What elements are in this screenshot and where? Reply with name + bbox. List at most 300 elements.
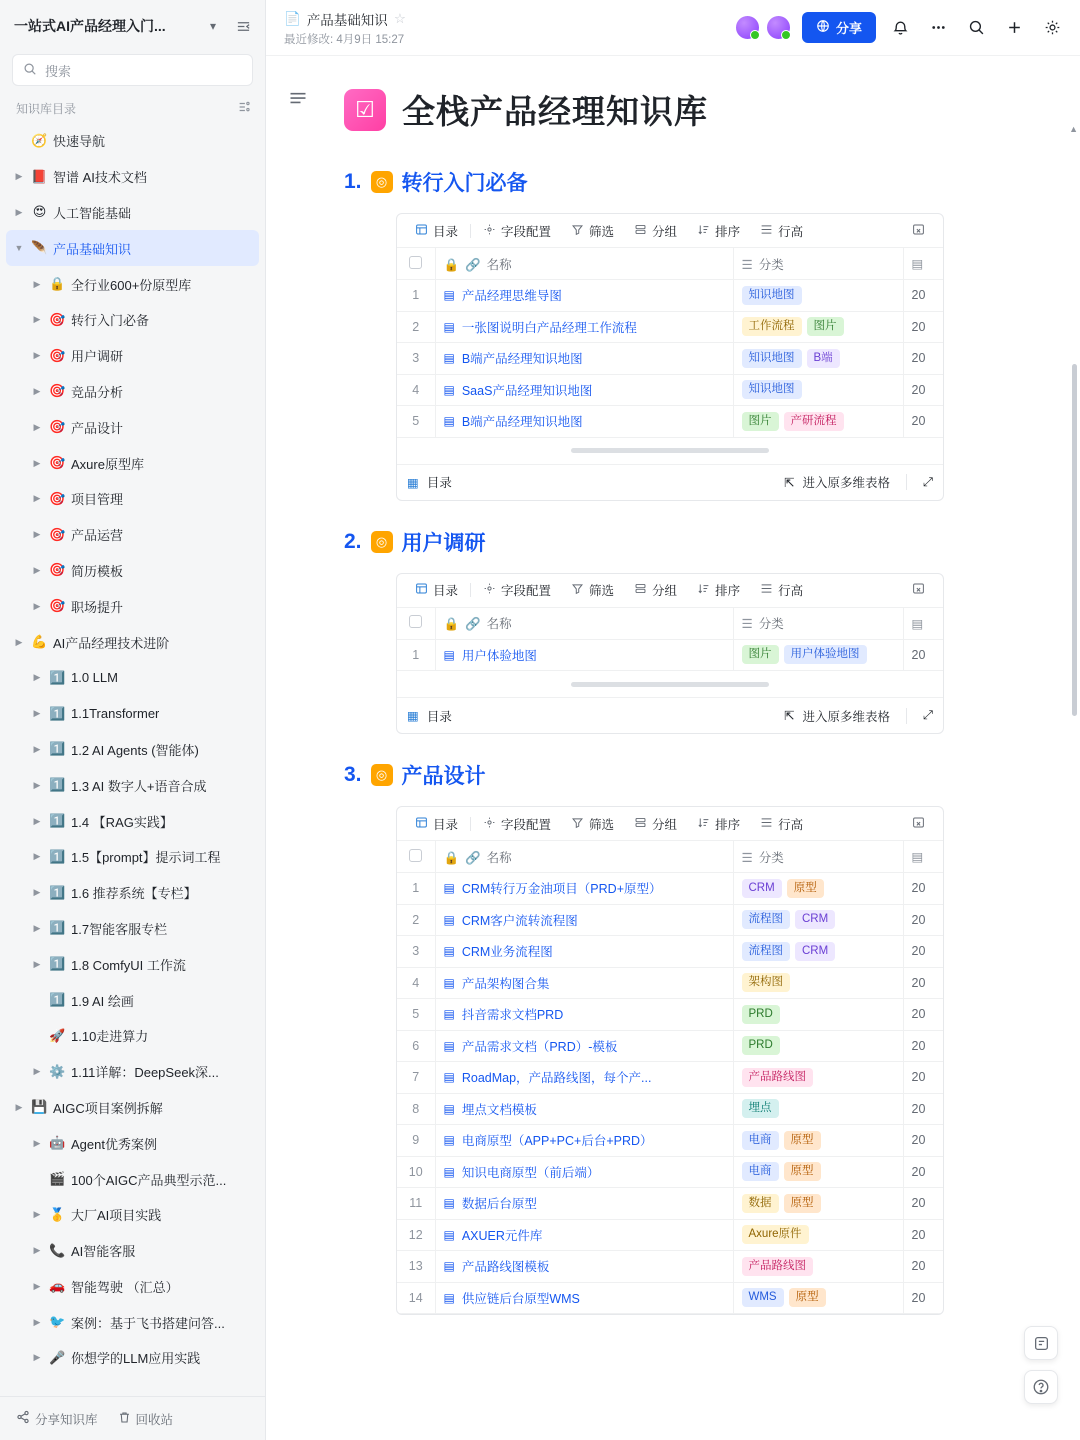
row-name-cell[interactable] xyxy=(435,873,733,905)
row-name-cell[interactable] xyxy=(435,406,733,438)
chevron-right-icon[interactable]: ▶ xyxy=(33,887,41,898)
toolbar-catalog-button[interactable] xyxy=(405,579,468,601)
star-icon[interactable]: ☆ xyxy=(393,10,406,26)
sidebar-item[interactable] xyxy=(6,946,259,982)
column-header-name[interactable]: 🔒 🔗 名称 xyxy=(435,248,733,280)
row-category-cell[interactable] xyxy=(733,343,903,375)
scroll-up-arrow-icon[interactable]: ▲ xyxy=(1069,124,1078,134)
table-row[interactable] xyxy=(397,1188,943,1220)
row-index: 1 xyxy=(397,280,435,312)
table-row[interactable] xyxy=(397,374,943,406)
chevron-right-icon[interactable]: ▶ xyxy=(33,1137,41,1148)
table-row[interactable] xyxy=(397,1251,943,1283)
avatar[interactable] xyxy=(734,14,761,41)
toolbar-filter-label: 筛选 xyxy=(589,584,615,598)
select-all-checkbox[interactable] xyxy=(397,608,435,640)
sidebar-item[interactable] xyxy=(6,1161,259,1197)
item-emoji-icon: 💪 xyxy=(31,634,48,650)
trash-button[interactable] xyxy=(118,1410,174,1428)
toolbar-fields-button[interactable] xyxy=(473,579,561,601)
row-category-cell[interactable] xyxy=(733,1219,903,1251)
table-footer-catalog-label[interactable]: 目录 xyxy=(426,709,452,724)
row-name-cell[interactable] xyxy=(435,1062,733,1094)
sidebar-item-label: 1.1Transformer xyxy=(71,706,160,722)
chevron-right-icon[interactable] xyxy=(30,993,44,1007)
sidebar-item-label: AIGC项目案例拆解 xyxy=(53,1100,163,1116)
chevron-down-icon[interactable]: ▼ xyxy=(14,243,24,254)
chevron-right-icon[interactable]: ▶ xyxy=(33,922,41,933)
sidebar-item[interactable] xyxy=(6,1304,259,1340)
sidebar-item[interactable] xyxy=(6,230,259,266)
sidebar-item[interactable] xyxy=(6,839,259,875)
row-name-cell[interactable] xyxy=(435,1156,733,1188)
sidebar-item-label: 1.9 AI 绘画 xyxy=(71,993,134,1009)
checkbox-emoji-icon: ☑ xyxy=(344,89,386,131)
chevron-right-icon[interactable]: ▶ xyxy=(33,1280,41,1291)
doc-section xyxy=(344,527,1034,735)
row-category-cell[interactable] xyxy=(733,1030,903,1062)
bell-icon[interactable] xyxy=(886,14,914,42)
section-heading xyxy=(344,760,1034,790)
chevron-right-icon[interactable] xyxy=(30,1029,44,1043)
row-category-cell[interactable] xyxy=(733,280,903,312)
item-emoji-icon: 🔒 xyxy=(49,276,66,292)
row-name-cell[interactable] xyxy=(435,1251,733,1283)
row-name-cell[interactable] xyxy=(435,1188,733,1220)
page-title: 产品基础知识 xyxy=(306,12,388,28)
sidebar-item[interactable] xyxy=(6,159,259,195)
chevron-right-icon[interactable]: ▶ xyxy=(33,529,41,540)
toolbar-group-button[interactable] xyxy=(624,813,687,835)
section-title: 用户调研 xyxy=(401,531,486,555)
chevron-right-icon[interactable]: ▶ xyxy=(33,708,41,719)
sidebar-item[interactable] xyxy=(6,481,259,517)
row-category-cell[interactable] xyxy=(733,873,903,905)
document-icon: ▤ xyxy=(443,975,455,990)
sidebar-item[interactable] xyxy=(6,445,259,481)
item-emoji-icon: 1️⃣ xyxy=(49,669,66,685)
toolbar-group-button[interactable] xyxy=(624,579,687,601)
sidebar-item[interactable] xyxy=(6,266,259,302)
row-category-cell[interactable] xyxy=(733,1188,903,1220)
column-header-category[interactable]: ☰ 分类 xyxy=(733,248,903,280)
row-name-cell[interactable] xyxy=(435,1219,733,1251)
document-icon: ▤ xyxy=(443,319,455,334)
row-category-cell[interactable] xyxy=(733,1251,903,1283)
chevron-right-icon[interactable]: ▶ xyxy=(33,493,41,504)
category-tag: PRD xyxy=(742,1005,780,1024)
sidebar-item[interactable] xyxy=(6,767,259,803)
chevron-right-icon[interactable]: ▶ xyxy=(33,1245,41,1256)
sidebar-item[interactable] xyxy=(6,1090,259,1126)
toolbar-sort-label: 排序 xyxy=(715,817,741,832)
chevron-right-icon[interactable]: ▶ xyxy=(33,421,41,432)
sidebar-item[interactable] xyxy=(6,517,259,553)
document-icon: ▤ xyxy=(443,1290,455,1305)
vertical-scrollbar[interactable] xyxy=(1070,118,1078,1434)
sidebar-item-label: 1.0 LLM xyxy=(71,670,118,686)
toolbar-fields-button[interactable] xyxy=(473,220,561,242)
category-tag: 电商 xyxy=(742,1131,779,1150)
row-name-label: 数据后台原型 xyxy=(461,1197,537,1212)
share-knowledge-base-button[interactable] xyxy=(16,1410,98,1428)
row-name-label: 一张图说明白产品经理工作流程 xyxy=(461,320,637,335)
row-index: 2 xyxy=(397,904,435,936)
sidebar-item-label: 智能驾驶 （汇总） xyxy=(71,1279,179,1295)
row-category-cell[interactable] xyxy=(733,1156,903,1188)
sidebar-item-label: 100个AIGC产品典型示范... xyxy=(71,1172,227,1188)
sidebar-item[interactable] xyxy=(6,1197,259,1233)
toolbar-filter-label: 筛选 xyxy=(589,817,615,832)
column-header-category[interactable]: ☰ 分类 xyxy=(733,841,903,873)
more-horizontal-icon[interactable] xyxy=(924,14,952,42)
chevron-right-icon[interactable]: ▶ xyxy=(33,1066,41,1077)
document-icon: 📄 xyxy=(284,10,301,26)
toolbar-group-label: 分组 xyxy=(652,584,678,598)
table-icon xyxy=(415,582,428,598)
sidebar-item[interactable] xyxy=(6,1340,259,1376)
sidebar-item[interactable] xyxy=(6,338,259,374)
row-name-cell[interactable] xyxy=(435,1125,733,1157)
sidebar-item[interactable] xyxy=(6,803,259,839)
field-config-icon xyxy=(483,816,496,832)
toolbar-filter-label: 筛选 xyxy=(589,224,615,239)
table-row[interactable] xyxy=(397,1282,943,1314)
column-header-category[interactable]: ☰ 分类 xyxy=(733,608,903,640)
row-date-cell: 20 xyxy=(903,639,943,671)
table-row[interactable] xyxy=(397,936,943,968)
document-icon: ▤ xyxy=(443,1007,455,1022)
chevron-right-icon[interactable]: ▶ xyxy=(33,851,41,862)
row-name-cell[interactable] xyxy=(435,280,733,312)
row-date-cell: 20 xyxy=(903,1062,943,1094)
column-header-name[interactable]: 🔒 🔗 名称 xyxy=(435,841,733,873)
scrollbar-thumb[interactable] xyxy=(1072,364,1077,716)
toolbar-filter-button[interactable] xyxy=(561,579,624,601)
toolbar-fields-label: 字段配置 xyxy=(501,224,552,239)
row-index: 5 xyxy=(397,406,435,438)
share-button-label: 分享 xyxy=(835,21,862,36)
toolbar-rowheight-button[interactable] xyxy=(750,813,813,835)
toolbar-catalog-button[interactable] xyxy=(405,813,468,835)
chevron-right-icon[interactable]: ▶ xyxy=(33,278,41,289)
sidebar-item-label: 你想学的LLM应用实践 xyxy=(71,1351,201,1367)
column-header-name[interactable]: 🔒 🔗 名称 xyxy=(435,608,733,640)
sidebar-item[interactable] xyxy=(6,660,259,696)
sidebar-item[interactable] xyxy=(6,195,259,231)
row-category-cell[interactable] xyxy=(733,639,903,671)
sidebar-item[interactable] xyxy=(6,1233,259,1269)
toolbar-filter-button[interactable] xyxy=(561,220,624,242)
row-date-cell: 20 xyxy=(903,936,943,968)
toolbar-catalog-label: 目录 xyxy=(433,584,459,598)
sidebar-item[interactable] xyxy=(6,875,259,911)
document-body xyxy=(344,56,1034,1315)
sidebar-item[interactable] xyxy=(6,553,259,589)
select-all-checkbox[interactable] xyxy=(397,841,435,873)
sidebar-item[interactable] xyxy=(6,302,259,338)
field-config-icon xyxy=(483,223,496,239)
search-input[interactable] xyxy=(12,54,253,86)
sidebar-item[interactable] xyxy=(6,123,259,159)
column-header-date[interactable]: ▤ xyxy=(903,248,943,280)
sidebar xyxy=(0,0,266,1440)
sidebar-item-label: 1.3 AI 数字人+语音合成 xyxy=(71,778,207,794)
sidebar-item[interactable] xyxy=(6,409,259,445)
chevron-right-icon[interactable]: ▶ xyxy=(33,958,41,969)
collapse-sidebar-icon[interactable] xyxy=(231,14,255,38)
table-row[interactable] xyxy=(397,280,943,312)
table-row[interactable] xyxy=(397,1219,943,1251)
table-row[interactable] xyxy=(397,999,943,1031)
table-row[interactable] xyxy=(397,1030,943,1062)
table-search-button[interactable] xyxy=(902,579,935,601)
row-name-cell[interactable] xyxy=(435,999,733,1031)
trash-icon xyxy=(118,1411,131,1427)
chevron-right-icon[interactable]: ▶ xyxy=(33,350,41,361)
chevron-right-icon[interactable]: ▶ xyxy=(15,1101,23,1112)
avatar[interactable] xyxy=(765,14,792,41)
table-horizontal-scrollbar[interactable] xyxy=(397,671,943,697)
chevron-right-icon[interactable]: ▶ xyxy=(15,206,23,217)
toolbar-sort-button[interactable] xyxy=(687,813,750,835)
item-emoji-icon: 😍 xyxy=(32,204,47,220)
row-date-cell: 20 xyxy=(903,967,943,999)
row-category-cell[interactable] xyxy=(733,311,903,343)
chevron-right-icon[interactable]: ▶ xyxy=(33,672,41,683)
category-tag: 原型 xyxy=(784,1131,821,1150)
sidebar-item[interactable] xyxy=(6,1054,259,1090)
row-height-icon xyxy=(760,582,773,598)
table-search-button[interactable] xyxy=(902,813,935,835)
toolbar-catalog-button[interactable] xyxy=(405,220,468,242)
row-category-cell[interactable] xyxy=(733,936,903,968)
chevron-right-icon[interactable]: ▶ xyxy=(15,636,23,647)
toolbar-rowheight-button[interactable] xyxy=(750,579,813,601)
row-name-cell[interactable] xyxy=(435,967,733,999)
note-icon[interactable] xyxy=(1024,1326,1058,1360)
toolbar-fields-button[interactable] xyxy=(473,813,561,835)
table-row[interactable] xyxy=(397,1125,943,1157)
chevron-right-icon[interactable]: ▶ xyxy=(33,1352,41,1363)
table-row[interactable] xyxy=(397,1093,943,1125)
chevron-right-icon[interactable]: ▶ xyxy=(33,1209,41,1220)
table-row[interactable] xyxy=(397,406,943,438)
doc-title-block xyxy=(284,9,724,47)
row-category-cell[interactable] xyxy=(733,1125,903,1157)
table-row[interactable] xyxy=(397,343,943,375)
filter-icon xyxy=(571,223,584,239)
row-category-cell[interactable] xyxy=(733,1062,903,1094)
enter-base-label[interactable]: 进入原多维表格 xyxy=(802,476,890,490)
table-footer-catalog-label[interactable]: 目录 xyxy=(426,476,452,490)
data-table xyxy=(397,608,944,672)
category-tag: 流程图 xyxy=(742,910,791,929)
sidebar-item[interactable] xyxy=(6,1018,259,1054)
workspace-title[interactable]: 一站式AI产品经理入门... xyxy=(14,18,166,34)
toolbar-sort-label: 排序 xyxy=(715,584,741,598)
table-row[interactable] xyxy=(397,1062,943,1094)
row-name-label: CRM业务流程图 xyxy=(461,945,553,960)
row-date-cell: 20 xyxy=(903,999,943,1031)
row-name-label: 供应链后台原型WMS xyxy=(461,1291,580,1306)
collaborator-avatars xyxy=(734,14,792,41)
row-name-cell[interactable] xyxy=(435,1030,733,1062)
item-emoji-icon: 1️⃣ xyxy=(49,777,66,793)
chevron-right-icon[interactable] xyxy=(30,1172,44,1186)
table-horizontal-scrollbar[interactable] xyxy=(397,438,943,464)
row-index: 8 xyxy=(397,1093,435,1125)
sidebar-item-label: 人工智能基础 xyxy=(53,205,132,221)
item-emoji-icon: 🎯 xyxy=(49,526,66,542)
table-row[interactable] xyxy=(397,311,943,343)
document-icon: ▤ xyxy=(443,1196,455,1211)
category-tag: B端 xyxy=(807,349,840,368)
outline-icon[interactable] xyxy=(288,88,308,111)
globe-icon xyxy=(816,19,830,36)
row-category-cell[interactable] xyxy=(733,1282,903,1314)
table-icon xyxy=(415,223,428,239)
table-search-button[interactable] xyxy=(902,220,935,242)
item-emoji-icon: 1️⃣ xyxy=(49,884,66,900)
toolbar-filter-button[interactable] xyxy=(561,813,624,835)
plus-icon[interactable] xyxy=(1000,14,1028,42)
category-tag: 图片 xyxy=(742,645,779,664)
sidebar-item[interactable] xyxy=(6,624,259,660)
chevron-right-icon[interactable]: ▶ xyxy=(33,564,41,575)
share-icon xyxy=(16,1410,30,1427)
row-name-cell[interactable] xyxy=(435,1282,733,1314)
row-name-cell[interactable] xyxy=(435,936,733,968)
row-category-cell[interactable] xyxy=(733,904,903,936)
chevron-right-icon[interactable]: ▶ xyxy=(33,815,41,826)
sidebar-item[interactable] xyxy=(6,588,259,624)
sidebar-header xyxy=(0,0,265,52)
row-category-cell[interactable] xyxy=(733,967,903,999)
toolbar-sort-label: 排序 xyxy=(715,224,741,239)
share-button[interactable] xyxy=(802,12,876,43)
toolbar-rowheight-button[interactable] xyxy=(750,220,813,242)
row-index: 5 xyxy=(397,999,435,1031)
row-name-cell[interactable] xyxy=(435,1093,733,1125)
table-search-icon xyxy=(912,582,925,598)
filter-icon xyxy=(571,816,584,832)
breadcrumb[interactable] xyxy=(284,9,724,29)
table-row[interactable] xyxy=(397,873,943,905)
chevron-right-icon[interactable]: ▶ xyxy=(33,314,41,325)
chevron-right-icon[interactable]: ▶ xyxy=(33,1316,41,1327)
table-toolbar xyxy=(397,807,943,841)
table-row[interactable] xyxy=(397,967,943,999)
table-row[interactable] xyxy=(397,904,943,936)
row-name-cell[interactable] xyxy=(435,311,733,343)
embedded-table xyxy=(396,213,944,501)
chevron-right-icon[interactable]: ▶ xyxy=(33,779,41,790)
chevron-right-icon[interactable]: ▶ xyxy=(33,457,41,468)
select-all-checkbox[interactable] xyxy=(397,248,435,280)
category-tag: 产研流程 xyxy=(784,412,844,431)
row-name-cell[interactable] xyxy=(435,904,733,936)
sidebar-item[interactable] xyxy=(6,732,259,768)
row-category-cell[interactable] xyxy=(733,374,903,406)
chevron-right-icon[interactable]: ▶ xyxy=(15,171,23,182)
category-tag: 知识地图 xyxy=(742,380,802,399)
row-category-cell[interactable] xyxy=(733,406,903,438)
knowledge-dir-label: 知识库目录 xyxy=(16,102,77,116)
column-header-date[interactable]: ▤ xyxy=(903,608,943,640)
toolbar-group-label: 分组 xyxy=(652,224,678,239)
data-table xyxy=(397,248,944,438)
sidebar-item[interactable] xyxy=(6,1125,259,1161)
document-icon: ▤ xyxy=(443,1259,455,1274)
row-category-cell[interactable] xyxy=(733,1093,903,1125)
sidebar-item[interactable] xyxy=(6,1269,259,1305)
category-tag: 图片 xyxy=(807,317,844,336)
category-tag: 流程图 xyxy=(742,942,791,961)
row-name-cell[interactable] xyxy=(435,639,733,671)
item-emoji-icon: 💾 xyxy=(31,1099,48,1115)
sidebar-item-label: 1.8 ComfyUI 工作流 xyxy=(71,957,186,973)
column-header-category-label: 分类 xyxy=(758,257,784,272)
table-row[interactable] xyxy=(397,639,943,671)
item-emoji-icon: 🎬 xyxy=(49,1171,66,1186)
sidebar-item[interactable] xyxy=(6,911,259,947)
sidebar-item[interactable] xyxy=(6,982,259,1018)
enter-base-label[interactable]: 进入原多维表格 xyxy=(802,709,890,724)
chevron-right-icon[interactable]: ▶ xyxy=(33,600,41,611)
search-icon[interactable] xyxy=(962,14,990,42)
sidebar-item[interactable] xyxy=(6,374,259,410)
row-name-cell[interactable] xyxy=(435,374,733,406)
table-footer xyxy=(397,464,943,500)
column-header-date[interactable]: ▤ xyxy=(903,841,943,873)
chevron-right-icon[interactable]: ▶ xyxy=(33,743,41,754)
toolbar-group-button[interactable] xyxy=(624,220,687,242)
chevron-right-icon[interactable]: ▶ xyxy=(33,385,41,396)
sidebar-item-label: 简历模板 xyxy=(71,563,124,579)
sidebar-item-label: 全行业600+份原型库 xyxy=(71,277,192,293)
doc-heading-row xyxy=(344,86,1034,133)
toolbar-sort-button[interactable] xyxy=(687,220,750,242)
item-emoji-icon: 🥇 xyxy=(49,1206,66,1222)
chevron-down-icon[interactable]: ▾ xyxy=(209,19,217,33)
gear-icon[interactable] xyxy=(1038,14,1066,42)
item-emoji-icon: 🎯 xyxy=(49,419,66,435)
expand-icon[interactable]: ⤢ xyxy=(922,474,933,489)
category-tag: PRD xyxy=(742,1036,780,1055)
divider xyxy=(470,817,471,831)
row-name-label: SaaS产品经理知识地图 xyxy=(461,383,593,398)
list-settings-icon[interactable] xyxy=(237,100,251,117)
document-icon: ▤ xyxy=(443,351,455,366)
table-row[interactable] xyxy=(397,1156,943,1188)
toolbar-sort-button[interactable] xyxy=(687,579,750,601)
row-category-cell[interactable] xyxy=(733,999,903,1031)
column-header-category-label: 分类 xyxy=(758,850,784,865)
chevron-right-icon[interactable] xyxy=(12,134,26,148)
document-icon: ▤ xyxy=(443,647,455,662)
help-icon[interactable] xyxy=(1024,1370,1058,1404)
sidebar-item[interactable] xyxy=(6,696,259,732)
expand-icon[interactable]: ⤢ xyxy=(922,708,933,722)
sidebar-item-label: 项目管理 xyxy=(71,492,124,508)
document-icon: ▤ xyxy=(443,881,455,896)
table-toolbar xyxy=(397,214,943,248)
document-icon: ▤ xyxy=(443,1133,455,1148)
row-date-cell: 20 xyxy=(903,1156,943,1188)
document-icon: ▤ xyxy=(443,1164,455,1179)
row-name-cell[interactable] xyxy=(435,343,733,375)
